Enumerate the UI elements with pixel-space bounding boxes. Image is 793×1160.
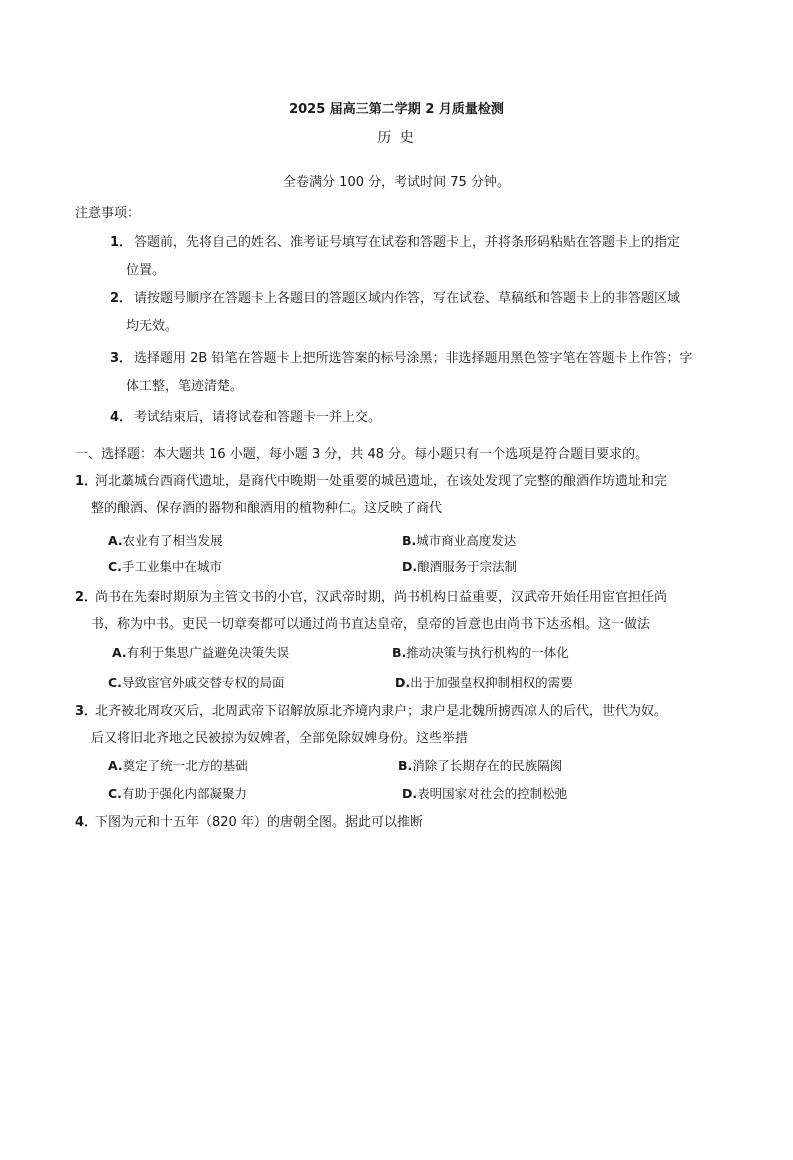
question-stem: 北齐被北周攻灭后，北周武帝下诏解放原北齐境内隶户；隶户是北魏所掳西凉人的后代，世代为奴。 <box>95 704 668 719</box>
question-number: 4． <box>75 815 98 830</box>
option-b: B.消除了长期存在的民族隔阂 <box>398 758 563 773</box>
exam-title: 2025 届高三第二学期 2 月质量检测 <box>289 102 504 117</box>
note-text-cont: 位置。 <box>126 263 166 278</box>
question-stem-cont: 后又将旧北齐地之民被掠为奴婢者，全部免除奴婢身份。这些举措 <box>91 731 469 746</box>
note-number: 2． <box>110 291 133 306</box>
question-number: 1． <box>75 474 98 489</box>
option-d: D.表明国家对社会的控制松弛 <box>402 786 568 801</box>
note-text: 考试结束后，请将试卷和答题卡一并上交。 <box>134 410 382 425</box>
option-c: C.导致宦官外戚交替专权的局面 <box>108 675 285 690</box>
option-b: B.城市商业高度发达 <box>402 533 517 548</box>
exam-subject: 历 史 <box>377 130 416 146</box>
note-text: 请按题号顺序在答题卡上各题目的答题区域内作答，写在试卷、草稿纸和答题卡上的非答题区域 <box>134 291 681 306</box>
option-d: D.酿酒服务于宗法制 <box>402 559 518 574</box>
question-stem-cont: 书，称为中书。吏民一切章奏都可以通过尚书直达皇帝，皇帝的旨意也由尚书下达丞相。这一做法 <box>91 617 651 632</box>
exam-info: 全卷满分 100 分，考试时间 75 分钟。 <box>283 175 510 190</box>
question-number: 2． <box>75 590 98 605</box>
question-stem: 河北藁城台西商代遗址，是商代中晚期一处重要的城邑遗址，在该处发现了完整的酿酒作坊遗址和完 <box>95 474 668 489</box>
note-text-cont: 体工整，笔迹清楚。 <box>126 379 244 394</box>
note-number: 1． <box>110 235 133 250</box>
option-a: A.奠定了统一北方的基础 <box>108 758 248 773</box>
option-a: A.有利于集思广益避免决策失误 <box>112 645 290 660</box>
option-c: C.有助于强化内部凝聚力 <box>108 786 247 801</box>
option-a: A.农业有了相当发展 <box>108 533 223 548</box>
question-stem-cont: 整的酿酒、保存酒的器物和酿酒用的植物种仁。这反映了商代 <box>91 501 443 516</box>
question-stem: 下图为元和十五年（820 年）的唐朝全图。据此可以推断 <box>95 815 423 830</box>
note-number: 3． <box>110 351 133 366</box>
note-text-cont: 均无效。 <box>126 319 179 334</box>
question-stem: 尚书在先秦时期原为主管文书的小官，汉武帝时期，尚书机构日益重要，汉武帝开始任用宦官担任尚 <box>95 590 668 605</box>
notes-heading: 注意事项： <box>75 206 141 221</box>
section-heading: 一、选择题：本大题共 16 小题，每小题 3 分，共 48 分。每小题只有一个选项是符合题目要求的。 <box>75 447 649 462</box>
note-number: 4． <box>110 410 133 425</box>
option-d: D.出于加强皇权抑制相权的需要 <box>395 675 573 690</box>
option-b: B.推动决策与执行机构的一体化 <box>392 645 569 660</box>
question-number: 3． <box>75 704 98 719</box>
note-text: 答题前，先将自己的姓名、准考证号填写在试卷和答题卡上，并将条形码粘贴在答题卡上的指定 <box>134 235 681 250</box>
note-text: 选择题用 2B 铅笔在答题卡上把所选答案的标号涂黑；非选择题用黑色签字笔在答题卡上作答；字 <box>134 351 693 366</box>
option-c: C.手工业集中在城市 <box>108 559 222 574</box>
